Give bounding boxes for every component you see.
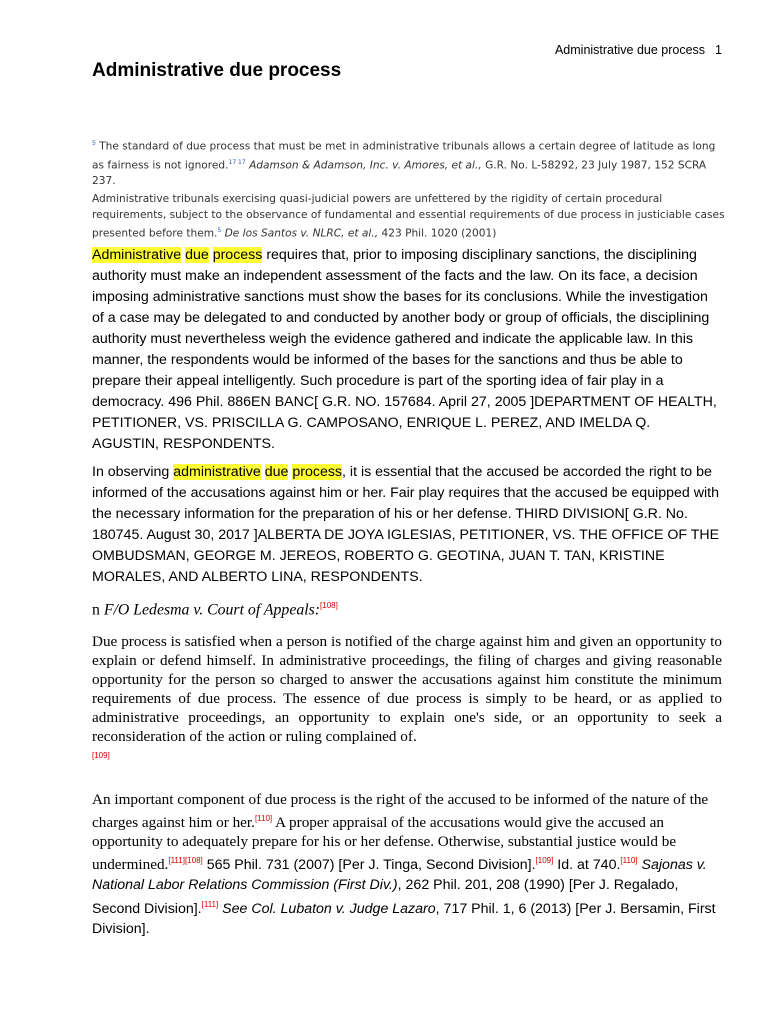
footnote-link[interactable]: [108] [184,856,203,866]
footnote-text: , 262 Phil. 201, 208 (1990) [Per J. Regalado, Second Division]. [92,877,679,918]
citation-detail: G.R. No. L-58292, 23 July 1987, 152 SCRA 237. [92,159,707,188]
footnote-link[interactable]: [108] [320,601,338,610]
footnote-link[interactable]: [109] [535,856,554,866]
case-citation: F/O Ledesma v. Court of Appeals [103,601,315,619]
highlighted-term: process [292,464,343,480]
footnote-text: , 717 Phil. 1, 6 (2013) [Per J. Bersamin, First Division]. [92,901,716,938]
highlighted-term: administrative [173,464,261,480]
case-citation: De los Santos v. NLRC, et al., [224,227,379,240]
footnote-link[interactable]: [111] [201,900,219,910]
page-header [555,43,722,57]
case-citation: See Col. Lubaton v. Judge Lazaro [218,901,436,918]
footnote-text: 565 Phil. 731 (2007) [Per J. Tinga, Second Division]. [202,857,536,874]
ledesma-heading [92,596,722,619]
heading-lead: n [92,601,104,619]
paragraph-due-process-satisfied [92,632,722,769]
paragraph-text: An important component of due process is the right of the accused to be informed of the nature of the charges against him or her. [92,791,709,832]
footnote-link[interactable]: [110] [254,814,273,823]
highlighted-term: Administrative [92,247,182,263]
paragraph-important-component [92,790,722,939]
reference-link[interactable]: 5 [92,140,96,147]
document-title: Administrative due process [92,60,342,81]
excerpt-text: The standard of due process that must be met in administrative tribunals allows a certain degree of latitude as long as fairness is not ignored. [92,140,716,172]
citation-detail: 423 Phil. 1020 (2001) [378,227,497,240]
heading-colon: : [314,601,321,619]
footnote-link[interactable]: [111] [168,856,185,866]
footnote-text: Id. at 740. [553,857,621,874]
reference-link[interactable]: 5 [217,227,222,234]
paragraph-text: A proper appraisal of the accusations would give the accused an opportunity to adequately prepare for his or her defense. Otherwise, substantial justice would be undermined. [92,814,677,874]
highlighted-term: process [212,247,263,263]
footnote-link[interactable]: [110] [620,856,638,866]
reference-link[interactable]: 17 17 [228,159,246,167]
excerpt-standard-due-process [92,136,726,190]
paragraph-lead: In observing [92,464,174,480]
paragraph-text: requires that, prior to imposing disciplinary sanctions, the disciplining authority must make an independent assessment of the facts and the law. On its face, a decision imposing administrative sanctions must show the bases for its conclusions. While the investigation of a case may be delegated to and conducted by another body or group of officials, the disciplining authority must nevertheless weigh the evidence gathered and indicate the applicable law. In this manner, the respondents would be informed of the bases for the sanctions and thus be able to prepare their appeal intelligently. Such procedure is part of the sporting idea of fair play in a democracy. 496 Phil. 886EN BANC[ G.R. NO. 157684. April 27, 2005 ]DEPARTMENT OF HEALTH, PETITIONER, VS. PRISCILLA G. CAMPOSANO, ENRIQUE L. PEREZ, AND IMELDA Q. AGUSTIN, RESPONDENTS. [92,247,717,452]
case-citation: Adamson & Adamson, Inc. v. Amores, et al., [249,159,482,172]
highlighted-term: due [264,464,289,480]
paragraph-camposano [92,245,720,455]
page-number: 1 [715,43,722,57]
paragraph-iglesias [92,462,720,588]
running-title: Administrative due process [554,43,706,57]
excerpt-quasi-judicial [92,192,726,242]
paragraph-text: , it is essential that the accused be accorded the right to be informed of the accusations against him or her. Fair play requires that the accused be equipped with the necessary information for the preparation of his or her defense. THIRD DIVISION[ G.R. No. 180745. August 30, 2017 ]ALBERTA DE JOYA IGLESIAS, PETITIONER, VS. THE OFFICE OF THE OMBUDSMAN, GEORGE M. JEREOS, ROBERTO G. GEOTINA, JUAN T. TAN, KRISTINE MORALES, AND ALBERTO LINA, RESPONDENTS. [92,464,720,585]
case-citation: Sajonas v. National Labor Relations Commission (First Div.) [92,857,707,894]
highlighted-term: due [185,247,209,263]
paragraph-text: Due process is satisfied when a person is notified of the charge against him and given an opportunity to explain or defend himself. In administrative proceedings, the filing of charges and giving reasonable opportunity for the person so charged to answer the accusations against him constitute the minimum requirements of due process. The essence of due process is simply to be heard, or as applied to administrative proceedings, an opportunity to explain one's side, or an opportunity to seek a reconsideration of the action or ruling complained of. [92,633,722,745]
excerpt-text: Administrative tribunals exercising quasi-judicial powers are unfettered by the rigidity of certain procedural requirements, subject to the observance of fundamental and essential requirements of due process in justiciable cases presented before them. [92,193,725,240]
footnote-link[interactable]: [109] [92,751,110,760]
